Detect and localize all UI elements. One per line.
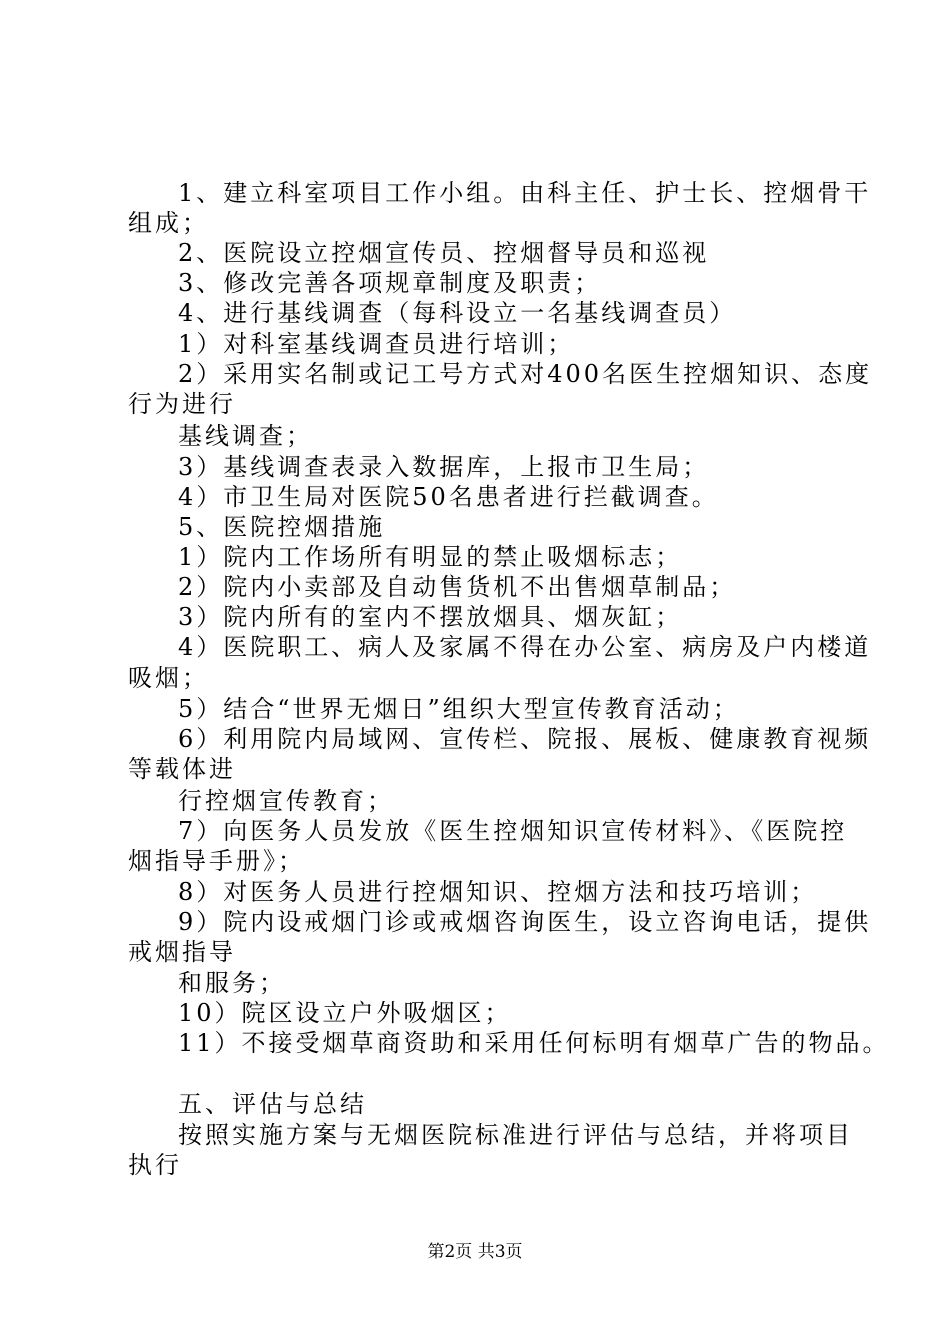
sub-item: 2）院内小卖部及自动售货机不出售烟草制品； bbox=[178, 573, 737, 601]
sub-item: 1）院内工作场所有明显的禁止吸烟标志； bbox=[178, 543, 683, 571]
sub-item: 3）基线调查表录入数据库，上报市卫生局； bbox=[178, 453, 710, 481]
list-item-continuation: 组成； bbox=[128, 209, 209, 237]
sub-item: 3）院内所有的室内不摆放烟具、烟灰缸； bbox=[178, 603, 683, 631]
sub-item: 4）医院职工、病人及家属不得在办公室、病房及户内楼道 bbox=[178, 633, 872, 661]
sub-item: 5）结合“世界无烟日”组织大型宣传教育活动； bbox=[178, 695, 740, 723]
sub-item: 10）院区设立户外吸烟区； bbox=[178, 999, 512, 1027]
section-heading: 五、评估与总结 bbox=[178, 1090, 367, 1118]
sub-item-continuation: 行控烟宣传教育； bbox=[178, 787, 394, 815]
sub-item-continuation: 行为进行 bbox=[128, 390, 236, 418]
sub-item: 8）对医务人员进行控烟知识、控烟方法和技巧培训； bbox=[178, 878, 818, 906]
list-item: 2、医院设立控烟宣传员、控烟督导员和巡视 bbox=[178, 239, 710, 267]
sub-item: 9）院内设戒烟门诊或戒烟咨询医生，设立咨询电话，提供 bbox=[178, 908, 872, 936]
paragraph: 按照实施方案与无烟医院标准进行评估与总结，并将项目 bbox=[178, 1121, 853, 1149]
sub-item: 2）采用实名制或记工号方式对400名医生控烟知识、态度 bbox=[178, 360, 873, 388]
sub-item-continuation: 戒烟指导 bbox=[128, 938, 236, 966]
list-item: 5、医院控烟措施 bbox=[178, 513, 386, 541]
list-item: 3、修改完善各项规章制度及职责； bbox=[178, 269, 602, 297]
paragraph-continuation: 执行 bbox=[128, 1151, 182, 1179]
sub-item-continuation: 和服务； bbox=[178, 969, 286, 997]
sub-item-continuation: 烟指导手册》； bbox=[128, 847, 305, 875]
sub-item-continuation: 基线调查； bbox=[178, 422, 313, 450]
sub-item: 6）利用院内局域网、宣传栏、院报、展板、健康教育视频 bbox=[178, 725, 872, 753]
list-item: 1、建立科室项目工作小组。由科主任、护士长、控烟骨干 bbox=[178, 179, 872, 207]
sub-item-continuation: 等载体进 bbox=[128, 755, 236, 783]
sub-item-continuation: 吸烟； bbox=[128, 664, 209, 692]
list-item: 4、进行基线调查（每科设立一名基线调查员） bbox=[178, 299, 737, 327]
sub-item: 11）不接受烟草商资助和采用任何标明有烟草广告的物品。 bbox=[178, 1029, 890, 1057]
page-footer: 第2页 共3页 bbox=[427, 1242, 523, 1262]
sub-item: 1）对科室基线调查员进行培训； bbox=[178, 330, 575, 358]
sub-item: 7）向医务人员发放《医生控烟知识宣传材料》、《医院控 bbox=[178, 817, 848, 845]
sub-item: 4）市卫生局对医院50名患者进行拦截调查。 bbox=[178, 483, 719, 511]
